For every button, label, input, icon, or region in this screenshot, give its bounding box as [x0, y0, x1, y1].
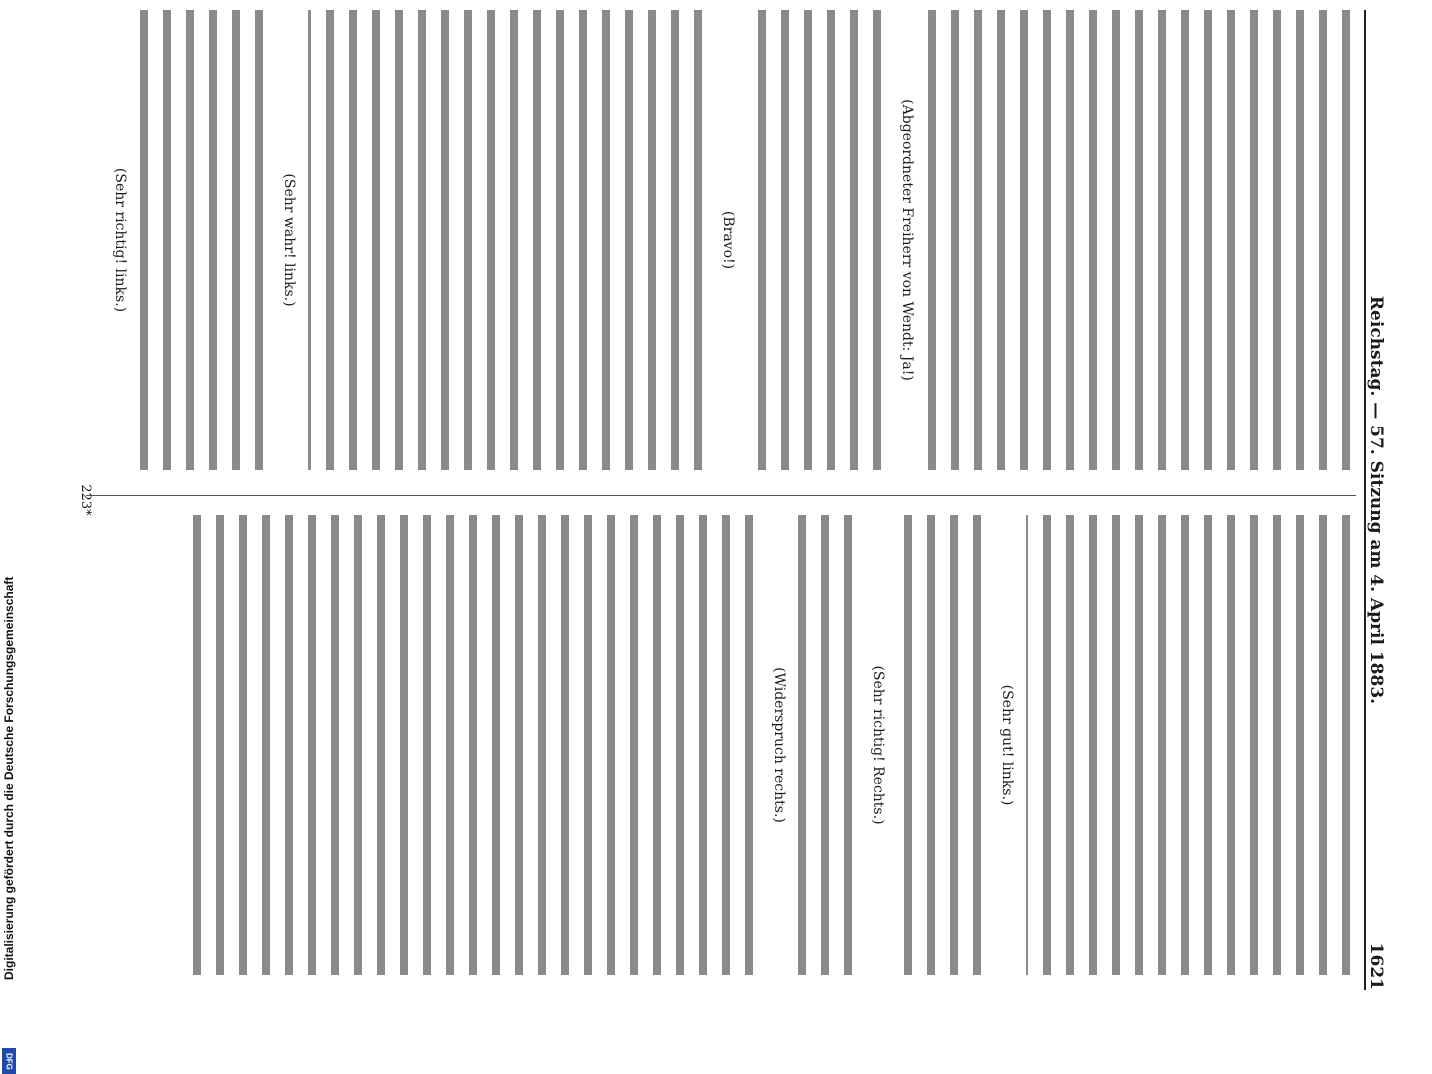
paragraph [798, 515, 858, 975]
paragraph [308, 10, 708, 470]
paragraph [139, 10, 269, 470]
paragraph [179, 515, 759, 975]
stage-direction: (Widerspruch rechts.) [771, 667, 787, 823]
paragraph [926, 10, 1356, 470]
paragraph [897, 515, 987, 975]
stage-direction: (Sehr wahr! links.) [281, 173, 297, 307]
digitization-label: Digitalisierung gefördert durch die Deutsche Forschungsgemeinschaft [2, 576, 16, 980]
stage-direction: (Bravo!) [720, 210, 736, 270]
stage-direction: (Abgeordneter Freiherr von Wendt: Ja!) [899, 99, 915, 381]
paragraph [1026, 515, 1356, 975]
page-title: Reichstag. — 57. Sitzung am 4. April 1883. [1366, 295, 1386, 705]
stage-direction: (Sehr richtig! links.) [112, 167, 128, 313]
signature-mark: 223* [78, 484, 93, 516]
running-head [1364, 10, 1400, 990]
stage-direction: (Sehr richtig! Rechts.) [870, 665, 886, 825]
column-divider [86, 495, 1356, 496]
right-column [86, 515, 1356, 975]
page-content [70, 10, 1400, 990]
stage-direction: (Sehr gut! links.) [999, 684, 1015, 806]
digitization-credit [0, 80, 18, 1070]
dfg-logo: DFG [2, 1048, 16, 1074]
page-number: 1621 [1366, 942, 1386, 990]
left-column [86, 10, 1356, 470]
paragraph [747, 10, 887, 470]
